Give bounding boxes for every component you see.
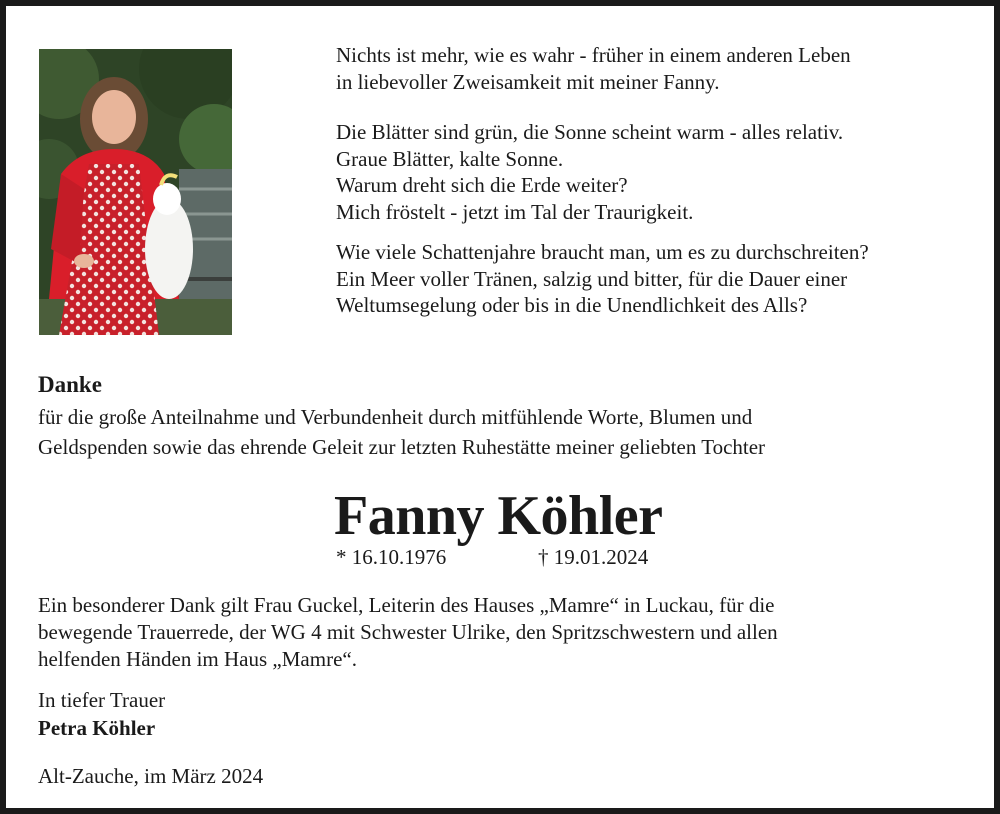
poem-stanza — [336, 42, 976, 95]
special-thanks — [38, 592, 778, 673]
special-thanks-line: helfenden Händen im Haus „Mamre“. — [38, 647, 357, 671]
poem-line: Mich fröstelt - jetzt im Tal der Traurigkeit. — [336, 199, 694, 224]
birth-date: * 16.10.1976 — [336, 545, 447, 569]
place-date: Alt-Zauche, im März 2024 — [38, 764, 264, 788]
poem-stanza — [336, 119, 976, 225]
deceased-name: Fanny Köhler — [334, 485, 663, 547]
poem-line: Graue Blätter, kalte Sonne. — [336, 146, 564, 171]
poem-line: Nichts ist mehr, wie es wahr - früher in einem anderen Leben — [336, 43, 851, 67]
signer-name: Petra Köhler — [38, 716, 156, 740]
poem-line: Ein Meer voller Tränen, salzig und bitter, für die Dauer einer — [336, 266, 848, 291]
poem — [336, 42, 976, 319]
mourning-block — [38, 686, 165, 742]
poem-line: Die Blätter sind grün, die Sonne scheint warm - alles relativ. — [336, 120, 844, 144]
poem-stanza — [336, 239, 976, 319]
poem-line: Warum dreht sich die Erde weiter? — [336, 173, 628, 197]
poem-line: in liebevoller Zweisamkeit mit meiner Fanny. — [336, 69, 720, 94]
thanks-text — [38, 402, 765, 462]
special-thanks-line: Ein besonderer Dank gilt Frau Guckel, Leiterin des Hauses „Mamre“ in Luckau, für die — [38, 593, 775, 617]
thanks-line: für die große Anteilnahme und Verbundenheit durch mitfühlende Worte, Blumen und — [38, 405, 753, 429]
poem-line: Weltumsegelung oder bis in die Unendlichkeit des Alls? — [336, 293, 808, 317]
mourning-label: In tiefer Trauer — [38, 688, 166, 712]
poem-line: Wie viele Schattenjahre braucht man, um es zu durchschreiten? — [336, 240, 869, 264]
thanks-heading: Danke — [38, 372, 102, 397]
special-thanks-line: bewegende Trauerrede, der WG 4 mit Schwester Ulrike, den Spritzschwestern und allen — [38, 620, 778, 644]
portrait-photo — [39, 49, 232, 335]
thanks-line: Geldspenden sowie das ehrende Geleit zur letzten Ruhestätte meiner geliebten Tochter — [38, 435, 766, 459]
death-date: † 19.01.2024 — [538, 545, 649, 569]
portrait-photo-icon — [39, 49, 232, 335]
